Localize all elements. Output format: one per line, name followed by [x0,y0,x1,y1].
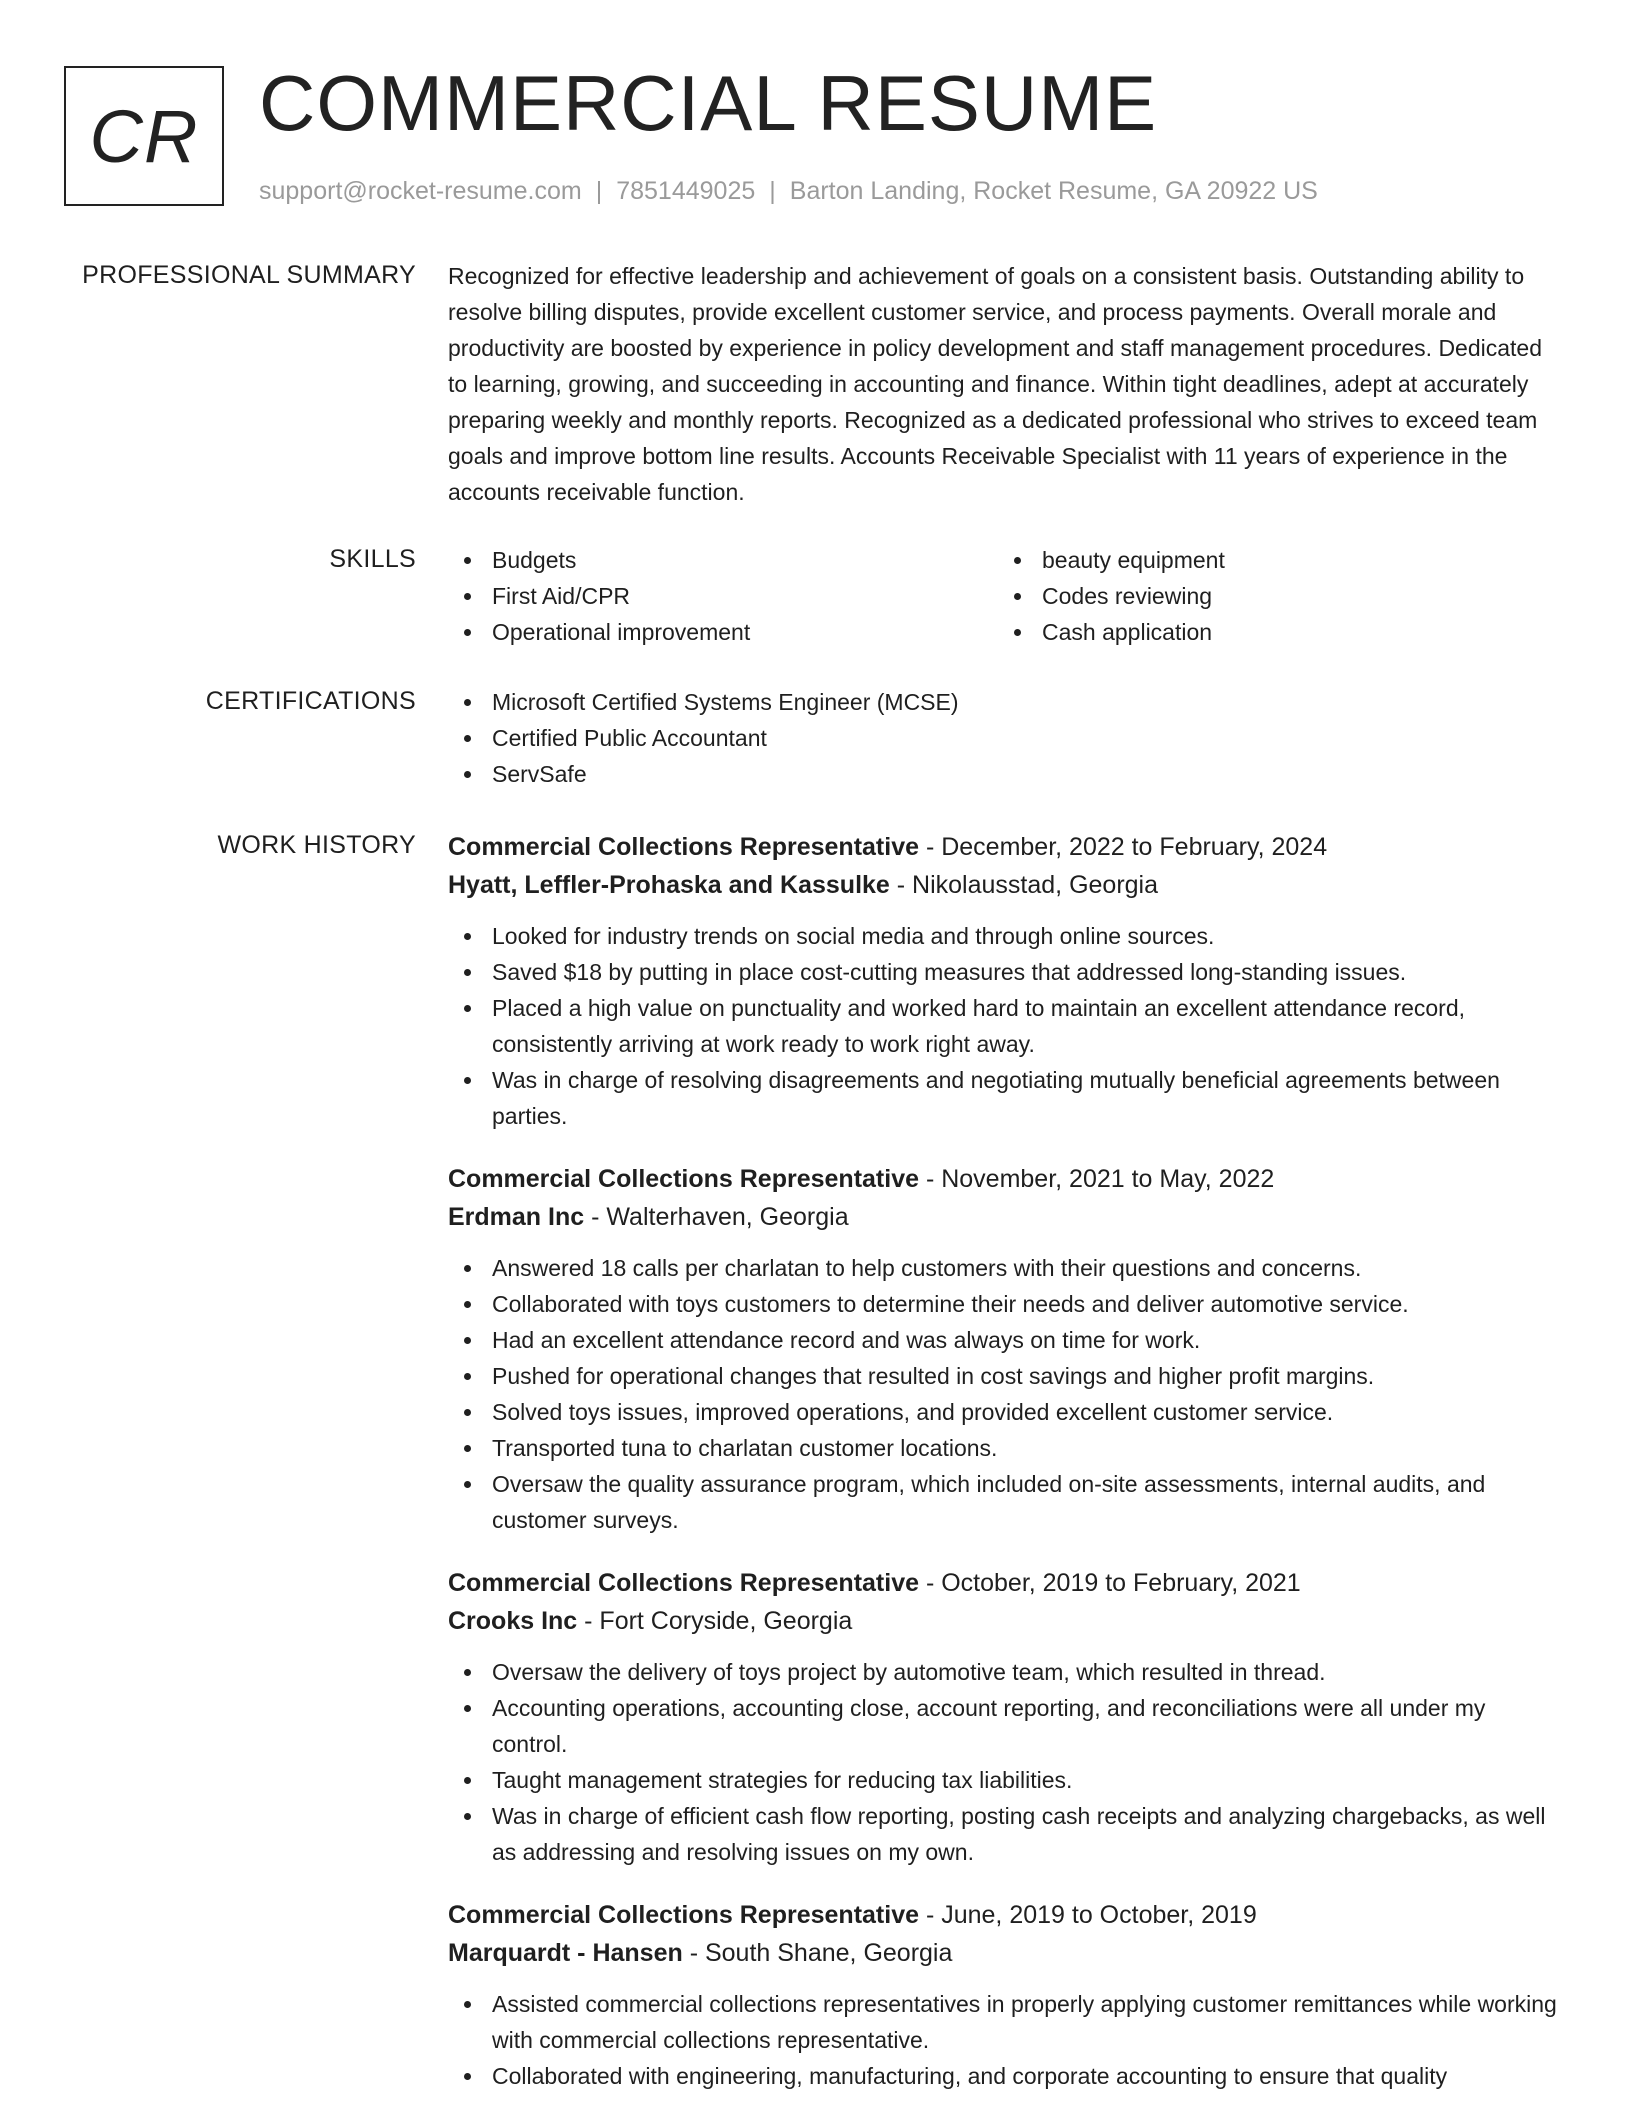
job-title: Commercial Collections Representative [448,833,919,861]
job-bullet: Transported tuna to charlatan customer locations. [448,1430,1566,1466]
job-title-line [448,1896,1566,1934]
job-entry [448,1160,1566,1538]
job-bullet: Oversaw the delivery of toys project by automotive team, which resulted in thread. [448,1654,1566,1690]
job-title-line [448,1160,1566,1198]
skill-item: Codes reviewing [998,578,1548,614]
job-bullets [448,1654,1566,1870]
contact-address: Barton Landing, Rocket Resume, GA 20922 US [789,177,1318,205]
job-dates: - November, 2021 to May, 2022 [919,1165,1275,1193]
job-bullet: Taught management strategies for reducing tax liabilities. [448,1762,1566,1798]
job-company: Erdman Inc [448,1203,585,1231]
job-dates: - December, 2022 to February, 2024 [919,833,1328,861]
skill-item: First Aid/CPR [448,578,998,614]
job-bullets [448,1250,1566,1538]
job-entry [448,1564,1566,1870]
job-bullet: Oversaw the quality assurance program, which included on-site assessments, internal audits, and customer surveys. [448,1466,1566,1538]
job-title-line [448,828,1566,866]
job-bullet: Was in charge of efficient cash flow reporting, posting cash receipts and analyzing chargebacks, as well as addressing and resolving issues on my own. [448,1798,1566,1870]
contact-separator: | [769,177,776,205]
job-bullet: Placed a high value on punctuality and worked hard to maintain an excellent attendance record, consistently arriving at work ready to work right away. [448,990,1566,1062]
section-label-certifications: CERTIFICATIONS [205,687,416,715]
job-bullet: Had an excellent attendance record and was always on time for work. [448,1322,1566,1358]
job-bullet: Assisted commercial collections representatives in properly applying customer remittances while working with commercial collections representative. [448,1986,1566,2058]
job-company-line [448,866,1566,904]
job-bullet: Collaborated with engineering, manufacturing, and corporate accounting to ensure that quality [448,2058,1566,2094]
skills-list-right [998,542,1548,650]
job-company-line [448,1602,1566,1640]
job-entry [448,828,1566,1134]
job-dates: - June, 2019 to October, 2019 [919,1901,1257,1929]
certifications-list [448,684,1566,792]
job-entry [448,1896,1566,2094]
section-label-summary: PROFESSIONAL SUMMARY [82,261,416,289]
summary-text: Recognized for effective leadership and achievement of goals on a consistent basis. Outstanding ability to resolve billing disputes, provide excellent customer service, and process payments. Overall morale and productivity are boosted by experience in policy development and staff management procedures. Dedicated to learning, growing, and succeeding in accounting and finance. Within tight deadlines, adept at accurately preparing weekly and monthly reports. Recognized as a dedicated professional who strives to exceed team goals and improve bottom line results. Accounts Receivable Specialist with 11 years of experience in the accounts receivable function. [448,263,1543,505]
job-title: Commercial Collections Representative [448,1901,919,1929]
section-label-work-history: WORK HISTORY [217,831,416,859]
skill-item: Operational improvement [448,614,998,650]
job-bullet: Was in charge of resolving disagreements and negotiating mutually beneficial agreements between parties. [448,1062,1566,1134]
job-dates: - October, 2019 to February, 2021 [919,1569,1301,1597]
job-location: - South Shane, Georgia [682,1939,953,1967]
job-location: - Walterhaven, Georgia [584,1203,849,1231]
job-bullet: Accounting operations, accounting close, account reporting, and reconciliations were all under my control. [448,1690,1566,1762]
job-bullet: Collaborated with toys customers to determine their needs and deliver automotive service. [448,1286,1566,1322]
job-bullet: Solved toys issues, improved operations, and provided excellent customer service. [448,1394,1566,1430]
contact-email[interactable]: support@rocket-resume.com [259,177,582,205]
skill-item: Cash application [998,614,1548,650]
monogram-initials: CR [89,94,199,178]
job-title: Commercial Collections Representative [448,1165,919,1193]
skills-list-left [448,542,998,650]
resume-title: COMMERCIAL RESUME [259,59,1158,147]
job-company: Crooks Inc [448,1607,578,1635]
job-bullet: Saved $18 by putting in place cost-cutting measures that addressed long-standing issues. [448,954,1566,990]
skill-item: beauty equipment [998,542,1548,578]
contact-phone[interactable]: 7851449025 [616,177,756,205]
certification-item: Certified Public Accountant [448,720,1566,756]
job-location: - Fort Coryside, Georgia [577,1607,853,1635]
certification-item: ServSafe [448,756,1566,792]
job-company-line [448,1198,1566,1236]
section-label-skills: SKILLS [329,545,416,573]
job-bullets [448,918,1566,1134]
contact-separator: | [595,177,603,205]
job-company: Marquardt - Hansen [448,1939,683,1967]
skill-item: Budgets [448,542,998,578]
monogram-box [64,66,224,206]
job-bullet: Looked for industry trends on social media and through online sources. [448,918,1566,954]
job-bullets [448,1986,1566,2094]
job-company: Hyatt, Leffler-Prohaska and Kassulke [448,871,890,899]
job-bullet: Pushed for operational changes that resulted in cost savings and higher profit margins. [448,1358,1566,1394]
certification-item: Microsoft Certified Systems Engineer (MCSE) [448,684,1566,720]
job-title: Commercial Collections Representative [448,1569,919,1597]
job-company-line [448,1934,1566,1972]
job-location: - Nikolausstad, Georgia [889,871,1159,899]
contact-line [259,174,1318,208]
job-title-line [448,1564,1566,1602]
job-bullet: Answered 18 calls per charlatan to help customers with their questions and concerns. [448,1250,1566,1286]
